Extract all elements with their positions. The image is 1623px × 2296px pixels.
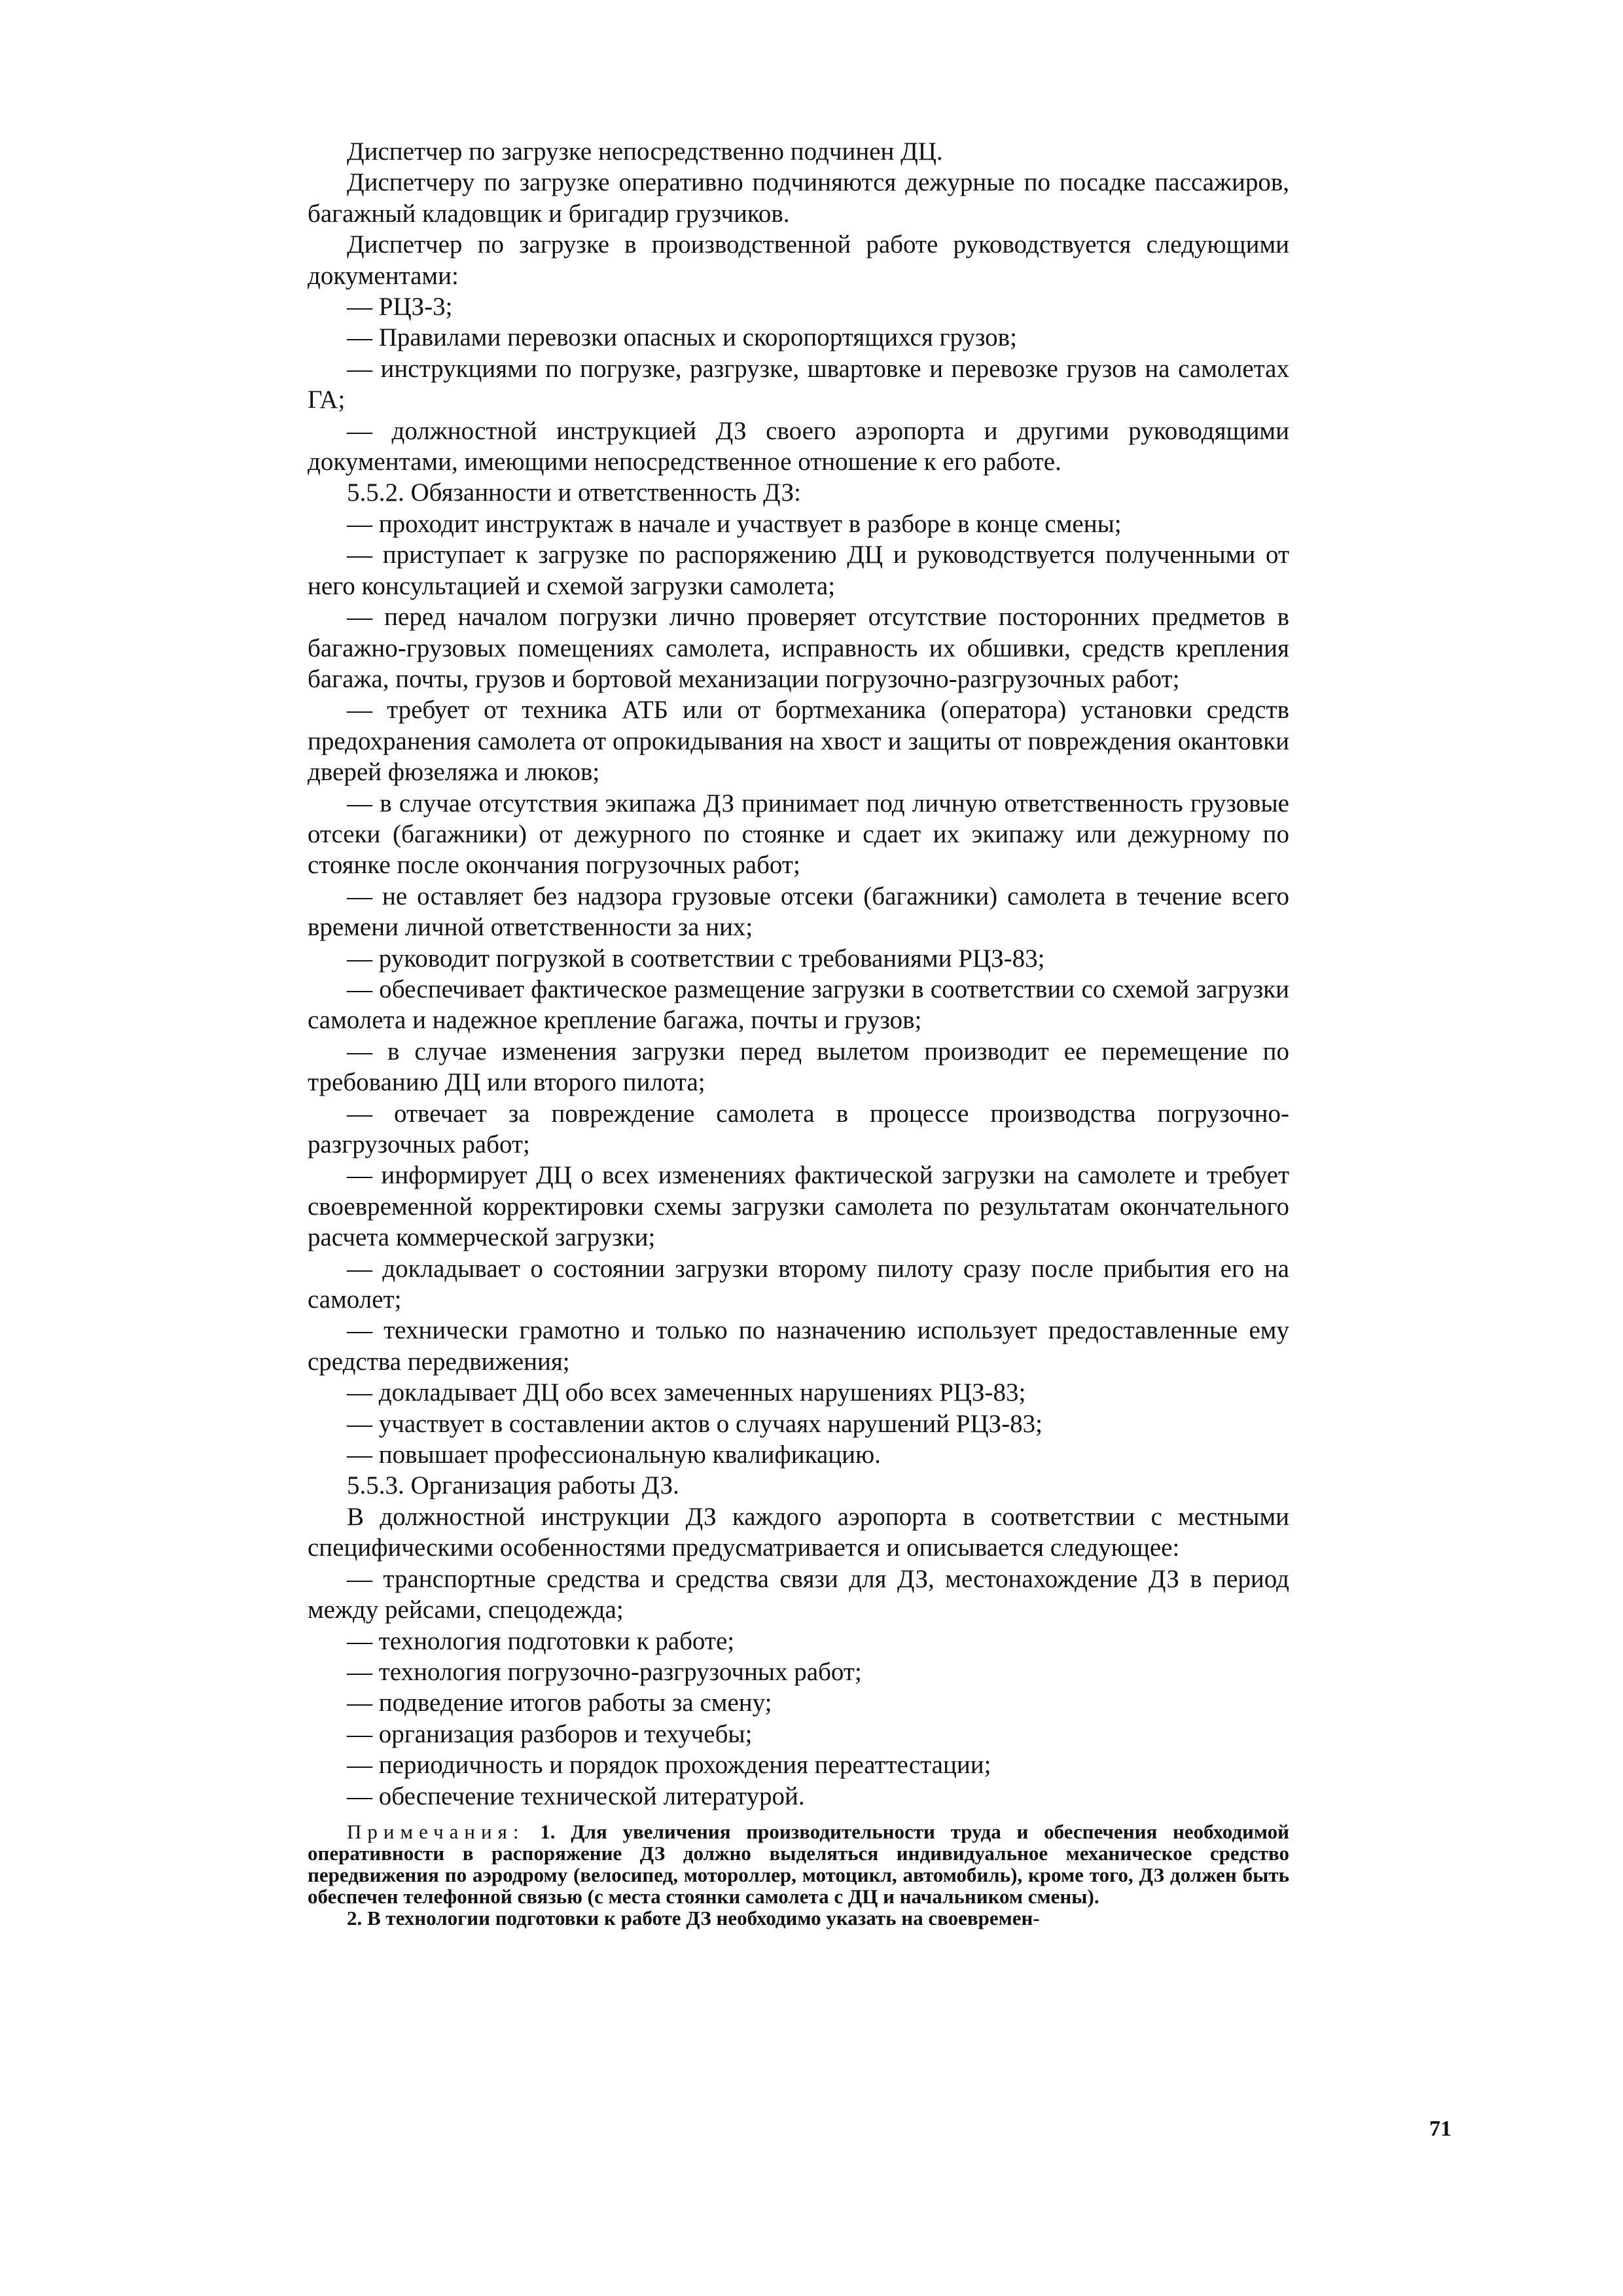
duty-item: — проходит инструктаж в начале и участвует в разборе в конце смены; [347, 509, 1122, 538]
section-552-title: 5.5.2. Обязанности и ответственность ДЗ: [347, 478, 801, 507]
note-1 [308, 1821, 1289, 1907]
duty-item: — докладывает ДЦ обо всех замеченных нарушениях РЦЗ-83; [347, 1378, 1026, 1407]
organization-item: — подведение итогов работы за смену; [347, 1689, 772, 1717]
main-text [308, 136, 1289, 1929]
notes-label: Примечания: [347, 1820, 525, 1843]
notes-block [308, 1821, 1289, 1929]
duty-item: — обеспечивает фактическое размещение загрузки в соответствии со схемой загрузки самолета и надежное крепление багажа, почты и грузов; [308, 975, 1289, 1035]
duty-item: — в случае отсутствия экипажа ДЗ принимает под личную ответственность грузовые отсеки (багажники) от дежурного по стоянке и сдает их экипажу или дежурному по стоянке после окончания погрузочных работ; [308, 789, 1289, 880]
list-item: — Правилами перевозки опасных и скоропортящихся грузов; [347, 323, 1017, 352]
organization-item: — транспортные средства и средства связи для ДЗ, местонахождение ДЗ в период между рейсами, спецодежда; [308, 1564, 1289, 1624]
note-1-text: 1. Для увеличения производительности труда и обеспечения необходимой оперативности в распоряжение ДЗ должно выделяться индивидуальное механическое средство передвижения по аэродрому (велосипед, мотороллер, мотоцикл, автомобиль), кроме того, ДЗ должен быть обеспечен телефонной связью (с места стоянки самолета с ДЦ и начальником смены). [308, 1820, 1289, 1908]
duty-item: — в случае изменения загрузки перед вылетом производит ее перемещение по требованию ДЦ или второго пилота; [308, 1037, 1289, 1097]
paragraph: Диспетчеру по загрузке оперативно подчиняются дежурные по посадке пассажиров, багажный кладовщик и бригадир грузчиков. [308, 168, 1289, 228]
duty-item: — перед началом погрузки лично проверяет отсутствие посторонних предметов в багажно-грузовых помещениях самолета, исправность их обшивки, средств крепления багажа, почты, грузов и бортовой механизации погрузочно-разгрузочных работ; [308, 603, 1289, 693]
duty-item: — отвечает за повреждение самолета в процессе производства погрузочно-разгрузочных работ; [308, 1099, 1289, 1158]
duty-item: — повышает профессиональную квалификацию. [347, 1441, 881, 1469]
section-553-title: 5.5.3. Организация работы ДЗ. [347, 1471, 679, 1500]
duty-item: — руководит погрузкой в соответствии с требованиями РЦЗ-83; [347, 944, 1045, 973]
organization-item: — периодичность и порядок прохождения переаттестации; [347, 1751, 991, 1780]
list-item: — РЦЗ-3; [347, 293, 453, 321]
paragraph: Диспетчер по загрузке в производственной работе руководствуется следующими документами: [308, 230, 1289, 290]
organization-item: — организация разборов и техучебы; [347, 1719, 753, 1748]
duty-item: — участвует в составлении актов о случаях нарушений РЦЗ-83; [347, 1409, 1043, 1438]
duty-item: — докладывает о состоянии загрузки второму пилоту сразу после прибытия его на самолет; [308, 1254, 1289, 1314]
section-553-intro: В должностной инструкции ДЗ каждого аэропорта в соответствии с местными специфическими особенностями предусматривается и описывается следующее: [308, 1502, 1289, 1562]
note-2: 2. В технологии подготовки к работе ДЗ необходимо указать на своевремен- [347, 1906, 1040, 1929]
duty-item: — приступает к загрузке по распоряжению ДЦ и руководствуется полученными от него консультацией и схемой загрузки самолета; [308, 541, 1289, 600]
list-item: — должностной инструкцией ДЗ своего аэропорта и другими руководящими документами, имеющими непосредственное отношение к его работе. [308, 416, 1289, 476]
organization-item: — обеспечение технической литературой. [347, 1782, 805, 1810]
paragraph: Диспетчер по загрузке непосредственно подчинен ДЦ. [347, 137, 943, 166]
duty-item: — не оставляет без надзора грузовые отсеки (багажники) самолета в течение всего времени личной ответственности за них; [308, 882, 1289, 942]
page-number: 71 [1429, 2117, 1452, 2141]
organization-item: — технология погрузочно-разгрузочных работ; [347, 1657, 862, 1686]
duty-item: — информирует ДЦ о всех изменениях фактической загрузки на самолете и требует своевременной корректировки схемы загрузки самолета по результатам окончательного расчета коммерческой загрузки; [308, 1161, 1289, 1252]
duty-item: — требует от техника АТБ или от бортмеханика (оператора) установки средств предохранения самолета от опрокидывания на хвост и защиты от повреждения окантовки дверей фюзеляжа и люков; [308, 696, 1289, 787]
duty-item: — технически грамотно и только по назначению использует предоставленные ему средства передвижения; [308, 1316, 1289, 1376]
list-item: — инструкциями по погрузке, разгрузке, швартовке и перевозке грузов на самолетах ГА; [308, 354, 1289, 414]
organization-item: — технология подготовки к работе; [347, 1626, 735, 1655]
